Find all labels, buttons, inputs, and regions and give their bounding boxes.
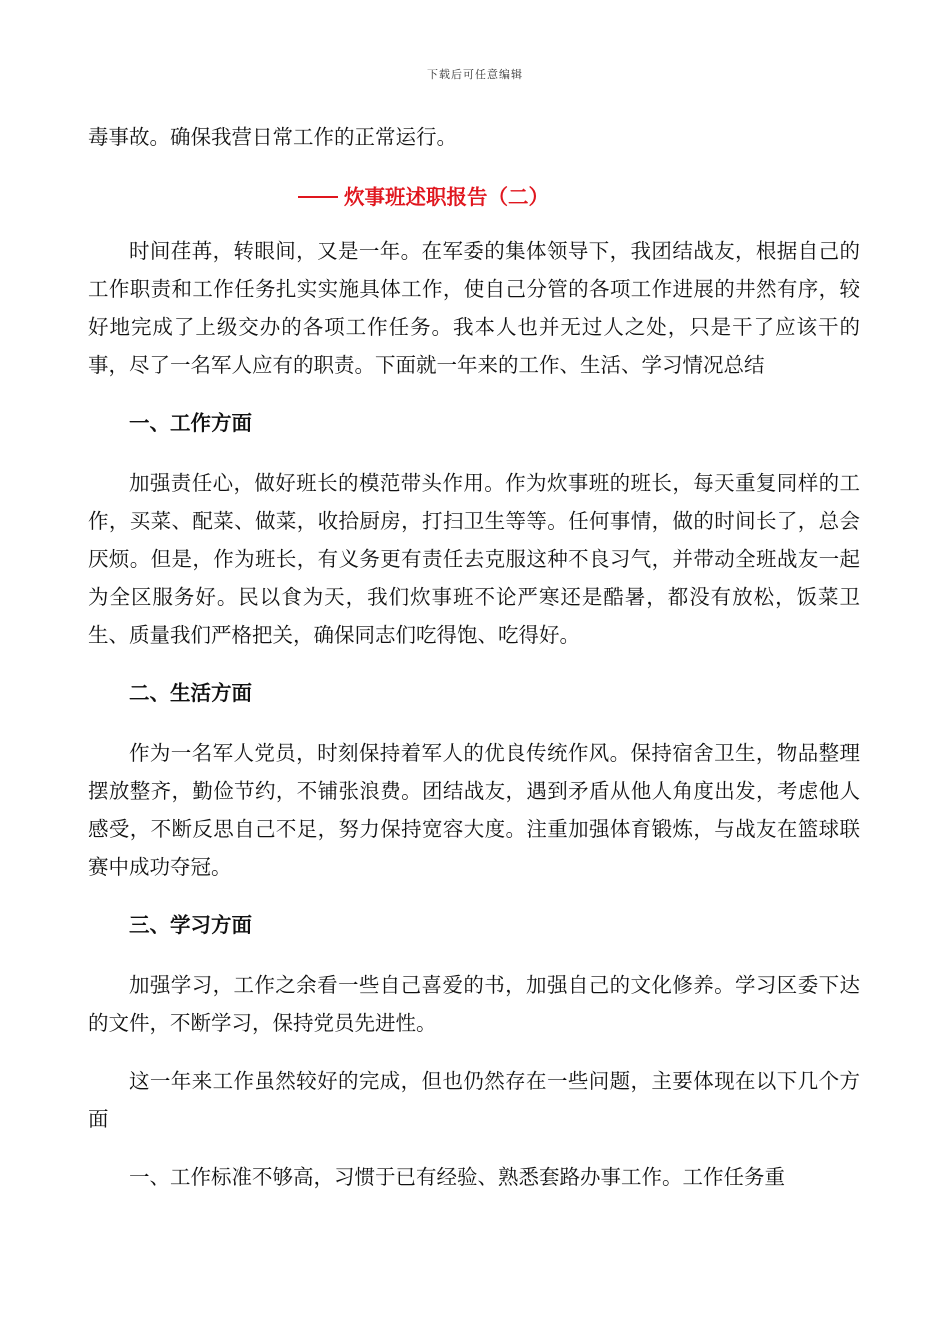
intro-tail-paragraph: 毒事故。确保我营日常工作的正常运行。 [88,125,457,149]
document-body [88,118,860,1216]
title-blank-line [298,196,338,198]
document-title-text: 炊事班述职报告（二） [344,185,549,209]
header-note: 下载后可任意编辑 [427,68,523,81]
section-heading-life: 二、生活方面 [129,681,252,705]
section-heading-study: 三、学习方面 [129,913,252,937]
paragraph-problems-intro: 这一年来工作虽然较好的完成，但也仍然存在一些问题，主要体现在以下几个方面 [88,1069,860,1131]
paragraph-work: 加强责任心，做好班长的模范带头作用。作为炊事班的班长，每天重复同样的工作，买菜、配菜、做菜，收拾厨房，打扫卫生等等。任何事情，做的时间长了，总会厌烦。但是，作为班长，有义务更有责任去克服这种不良习气，并带动全班战友一起为全区服务好。民以食为天，我们炊事班不论严寒还是酷暑，都没有放松，饭菜卫生、质量我们严格把关，确保同志们吃得饱、吃得好。 [88,471,860,647]
paragraph-problem-one: 一、工作标准不够高，习惯于已有经验、熟悉套路办事工作。工作任务重 [129,1165,785,1189]
paragraph-intro: 时间荏苒，转眼间，又是一年。在军委的集体领导下，我团结战友，根据自己的工作职责和工作任务扎实实施具体工作，使自己分管的各项工作进展的井然有序，较好地完成了上级交办的各项工作任务。我本人也并无过人之处，只是干了应该干的事，尽了一名军人应有的职责。下面就一年来的工作、生活、学习情况总结 [88,239,860,377]
document-title [88,180,860,214]
paragraph-study: 加强学习，工作之余看一些自己喜爱的书，加强自己的文化修养。学习区委下达的文件，不断学习，保持党员先进性。 [88,973,860,1035]
paragraph-life: 作为一名军人党员，时刻保持着军人的优良传统作风。保持宿舍卫生，物品整理摆放整齐，勤俭节约，不铺张浪费。团结战友，遇到矛盾从他人角度出发，考虑他人感受，不断反思自己不足，努力保持宽容大度。注重加强体育锻炼，与战友在篮球联赛中成功夺冠。 [88,741,860,879]
section-heading-work: 一、工作方面 [129,411,252,435]
